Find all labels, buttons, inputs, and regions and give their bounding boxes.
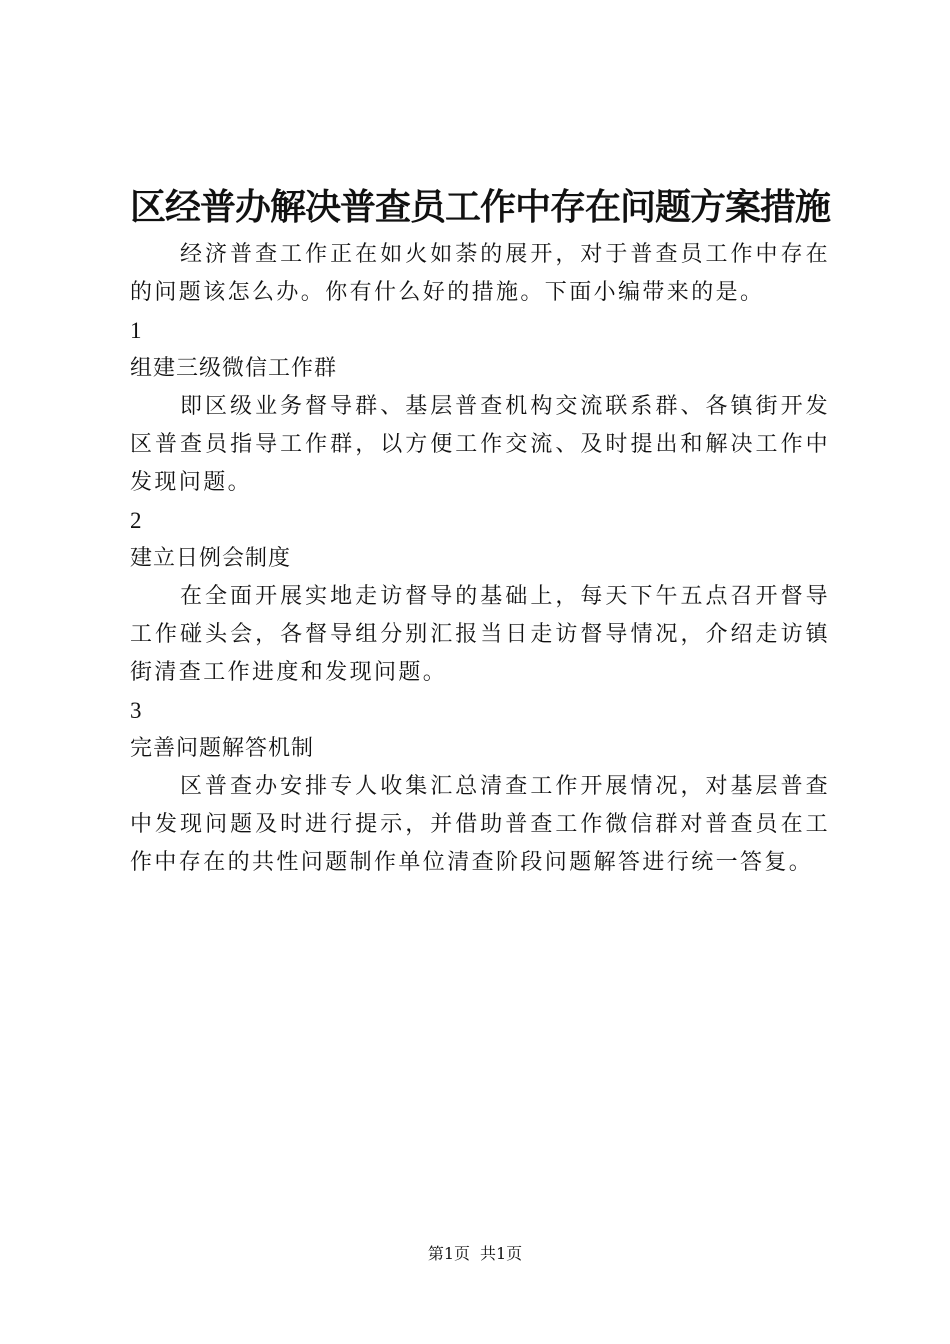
section-heading: 组建三级微信工作群 xyxy=(130,356,338,381)
section-paragraph: 即区级业务督导群、基层普查机构交流联系群、各镇街开发区普查员指导工作群，以方便工作交流、及时提出和解决工作中发现问题。 xyxy=(130,394,830,495)
page-total: 共1页 xyxy=(480,1244,523,1263)
document-title: 区经普办解决普查员工作中存在问题方案措施 xyxy=(130,186,831,228)
section-paragraph: 区普查办安排专人收集汇总清查工作开展情况，对基层普查中发现问题及时进行提示，并借助普查工作微信群对普查员在工作中存在的共性问题制作单位清查阶段问题解答进行统一答复。 xyxy=(130,774,830,875)
intro-paragraph: 经济普查工作正在如火如荼的展开，对于普查员工作中存在的问题该怎么办。你有什么好的措施。下面小编带来的是。 xyxy=(130,242,830,305)
document-body xyxy=(130,236,830,882)
section-number: 2 xyxy=(130,508,142,533)
page-number: 第1页 xyxy=(427,1244,470,1263)
section-number: 1 xyxy=(130,318,142,343)
section-number: 3 xyxy=(130,698,142,723)
page-footer xyxy=(0,1242,950,1266)
section-paragraph: 在全面开展实地走访督导的基础上，每天下午五点召开督导工作碰头会，各督导组分别汇报当日走访督导情况，介绍走访镇街清查工作进度和发现问题。 xyxy=(130,584,830,685)
section-heading: 建立日例会制度 xyxy=(130,546,292,571)
section-heading: 完善问题解答机制 xyxy=(130,736,315,761)
